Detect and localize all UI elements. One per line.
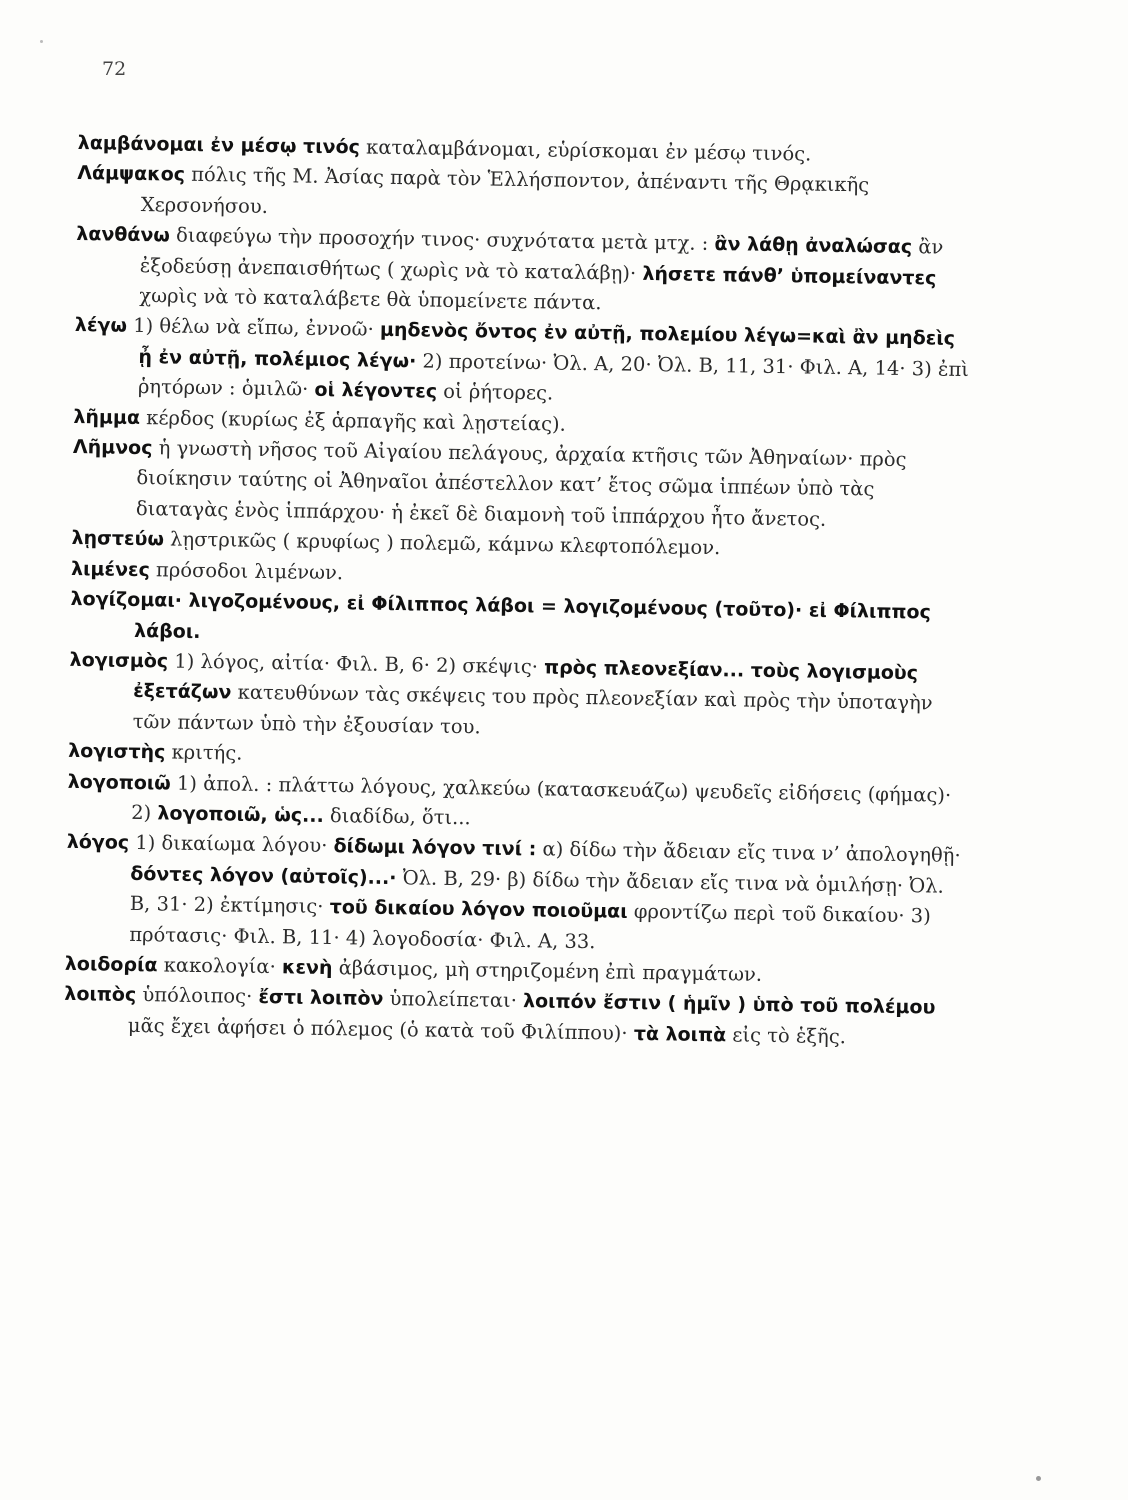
- entry-headword: λῃστεύω: [71, 527, 165, 551]
- entry-text: 1) θέλω νὰ εἴπω, ἐννοῶ·: [126, 314, 381, 342]
- entry-text: διαφεύγω τὴν προσοχήν τινος· συχνότατα μετὰ μτχ. :: [169, 223, 715, 256]
- entry-text: πρόσοδοι λιμένων.: [149, 557, 344, 584]
- entry-headword: δίδωμι λόγον τινί :: [333, 835, 537, 861]
- entry-headword: τὰ λοιπὰ: [633, 1022, 727, 1047]
- entry-headword: Λάμψακος: [77, 162, 186, 187]
- entry-headword: μηδενὸς ὄντος ἐν αὐτῇ, πολεμίου λέγω=καὶ ἂν μηδεὶς ᾖ ἐν αὐτῇ, πολέμιος λέγω·: [138, 319, 956, 373]
- entry-text: 1) ἀπολ. : πλάττω λόγους, χαλκεύω (κατασκευάζω) ψευδεῖς εἰδήσεις (φήμας)· 2): [131, 771, 952, 825]
- entry-headword: λῆμμα: [73, 405, 141, 429]
- entry-headword: λογισμὸς: [69, 648, 169, 673]
- entry-headword: λογίζομαι· λιγοζομένους, εἰ Φίλιππος λάβοι = λογιζομένους (τοῦτο)· εἰ Φίλιππος λάβοι.: [70, 588, 931, 643]
- entry-text: εἰς τὸ ἑξῆς.: [725, 1023, 847, 1048]
- entry-headword: λοιπὸς: [64, 983, 137, 1007]
- entry-headword: λέγω: [74, 314, 128, 338]
- entry-headword: πρὸς πλεονεξίαν... τοὺς λογισμοὺς ἐξετάζων: [132, 656, 919, 704]
- dictionary-entries: [64, 128, 978, 1054]
- entry-text: μᾶς ἔχει ἀφήσει ὁ πόλεμος (ὁ κατὰ τοῦ Φιλίππου)·: [127, 1013, 634, 1045]
- entry-text: κέρδος (κυρίως ἐξ ἁρπαγῆς καὶ λῃστείας).: [139, 405, 566, 436]
- entry-text: διαδίδω, ὅτι...: [323, 803, 471, 830]
- entry-headword: δόντες λόγον (αὐτοῖς)...·: [130, 862, 397, 889]
- entry-headword: κενὴ: [281, 956, 333, 980]
- entry-headword: λοιδορία: [64, 952, 158, 977]
- entry-text: πόλις τῆς Μ. Ἀσίας παρὰ τὸν Ἑλλήσποντον, ἀπέναντι τῆς Θρᾳκικῆς Χερσονήσου.: [140, 163, 870, 218]
- entry-text: κριτής.: [165, 740, 243, 765]
- entry-headword: λογοποιῶ, ὡς...: [157, 802, 324, 827]
- entry-text: ἡ γνωστὴ νῆσος τοῦ Αἰγαίου πελάγους, ἀρχαία κτῆσις τῶν Ἀθηναίων· πρὸς διοίκησιν ταύτης οἱ Ἀθηναῖοι ἀπέστελλον κατ’ ἔτος σῶμα ἱππέων ὑπὸ τὰς διαταγὰς ἑνὸς ἱππάρχου· ἡ ἐκεῖ δὲ διαμονὴ τοῦ ἱππάρχου ἦτο ἄνετος.: [135, 436, 907, 531]
- entry-headword: ἔστι λοιπὸν: [258, 986, 384, 1011]
- dictionary-entry: [64, 979, 965, 1054]
- entry-headword: λογοποιῶ: [67, 770, 171, 795]
- dictionary-entry: [74, 310, 975, 415]
- entry-text: κατευθύνων τὰς σκέψεις του πρὸς πλεονεξίαν καὶ πρὸς τὴν ὑποταγὴν τῶν πάντων ὑπὸ τὴν ἐξουσίαν του.: [132, 680, 933, 739]
- entry-headword: λιμένες: [70, 557, 151, 581]
- entry-text: Ὀλ. Β, 29· β) δίδω τὴν ἄδειαν εἴς τινα νὰ ὁμιλήσῃ· Ὀλ. Β, 31· 2) ἐκτίμησις·: [129, 865, 944, 919]
- dictionary-entry: [68, 645, 969, 750]
- entry-headword: λήσετε πάνθ’ ὑπομείναντες: [642, 262, 937, 290]
- entry-text: ὑπόλοιπος·: [136, 983, 259, 1009]
- entry-text: 2) προτείνω· Ὀλ. Α, 20· Ὀλ. Β, 11, 31· Φιλ. Α, 14· 3) ἐπὶ ῥητόρων : ὁμιλῶ·: [137, 349, 970, 401]
- entry-headword: ἂν λάθῃ ἀναλώσας: [714, 233, 913, 259]
- entry-text: χωρὶς νὰ τὸ καταλάβετε θὰ ὑπομείνετε πάντα.: [139, 284, 602, 315]
- entry-text: φροντίζω περὶ τοῦ δικαίου· 3) πρότασις· Φιλ. Β, 11· 4) λογοδοσία· Φιλ. Α, 33.: [129, 899, 931, 953]
- entry-headword: τοῦ δικαίου λόγον ποιοῦμαι: [329, 896, 628, 923]
- entry-headword: λοιπόν ἔστιν ( ἡμῖν ) ὑπὸ τοῦ πολέμου: [522, 990, 936, 1019]
- entry-headword: λαμβάνομαι ἐν μέσῳ τινός: [77, 131, 361, 159]
- dictionary-entry: [72, 432, 973, 537]
- entry-text: ἀβάσιμος, μὴ στηριζομένη ἐπὶ πραγμάτων.: [332, 956, 763, 986]
- scan-speck: [1036, 1476, 1041, 1481]
- entry-text: λῃστρικῶς ( κρυφίως ) πολεμῶ, κάμνω κλεφτοπόλεμον.: [163, 527, 721, 560]
- entry-text: κακολογία·: [157, 953, 283, 979]
- dictionary-entry: [75, 219, 976, 324]
- entry-text: ἂν ἐξοδεύσῃ ἀνεπαισθήτως ( χωρὶς νὰ τὸ καταλάβῃ)·: [139, 235, 944, 285]
- entry-text: καταλαμβάνομαι, εὑρίσκομαι ἐν μέσῳ τινός.: [359, 135, 812, 166]
- entry-text: α) δίδω τὴν ἄδειαν εἴς τινα ν’ ἀπολογηθῇ·: [536, 837, 961, 868]
- entry-text: 1) λόγος, αἰτία· Φιλ. Β, 6· 2) σκέψις·: [167, 649, 545, 679]
- scan-speck: [40, 40, 43, 43]
- entry-headword: λόγος: [66, 831, 130, 855]
- entry-text: οἱ ῥήτορες.: [436, 379, 554, 405]
- dictionary-entry: [65, 827, 967, 963]
- entry-headword: λανθάνω: [76, 223, 171, 247]
- entry-headword: λογιστὴς: [68, 740, 166, 764]
- entry-text: ὑπολείπεται·: [383, 987, 524, 1013]
- page-number: 72: [102, 58, 127, 80]
- entry-text: 1) δικαίωμα λόγου·: [128, 831, 334, 858]
- entry-headword: οἱ λέγοντες: [314, 378, 438, 403]
- entry-headword: Λῆμνος: [72, 436, 153, 460]
